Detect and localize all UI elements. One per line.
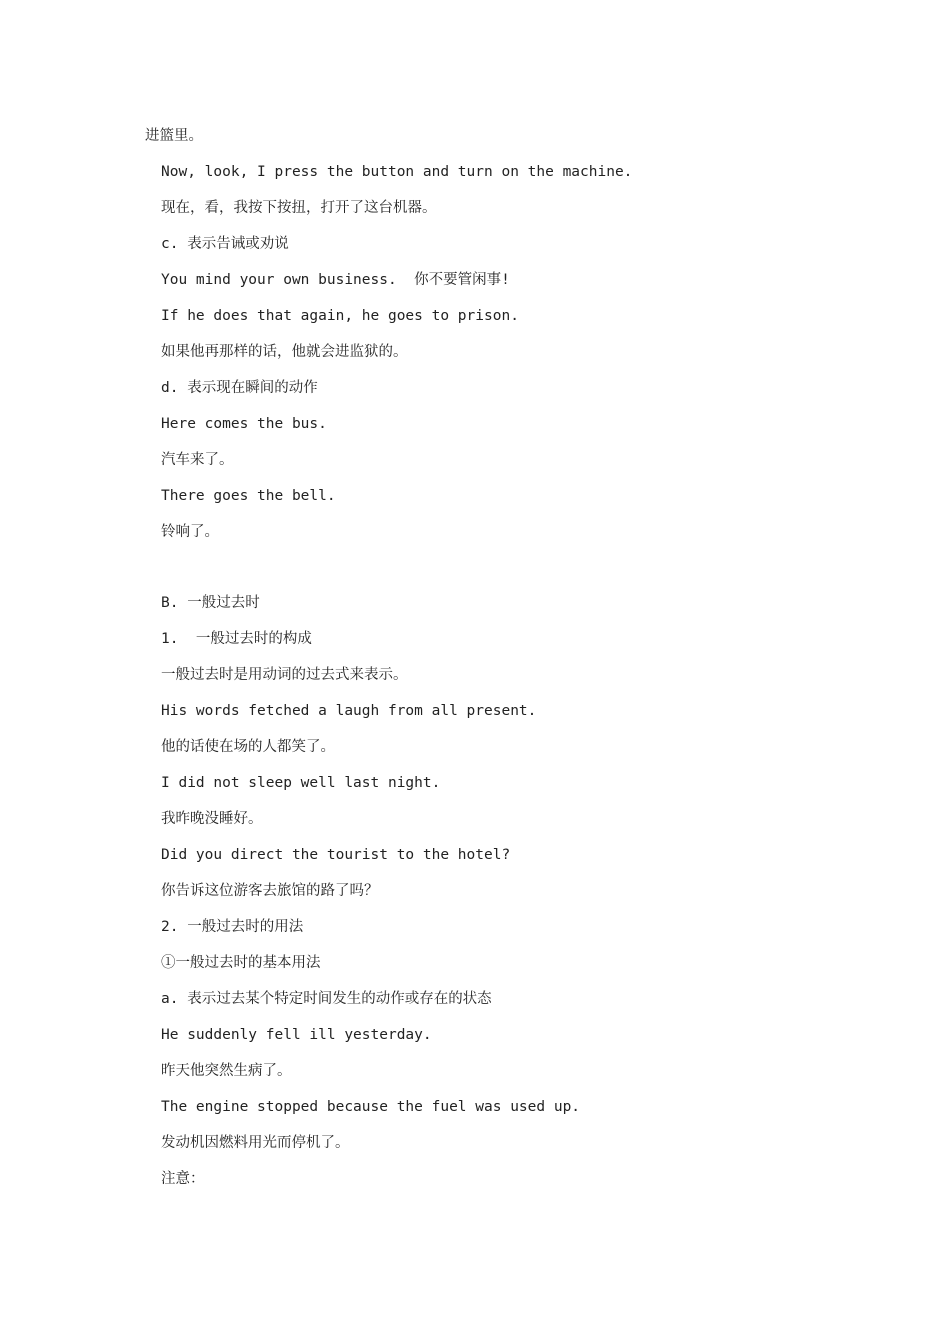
text-line: There goes the bell. [161,488,336,504]
text-line: 发动机因燃料用光而停机了。 [161,1135,350,1151]
text-line: His words fetched a laugh from all present. [161,703,537,719]
text-line: 你告诉这位游客去旅馆的路了吗？ [161,883,379,899]
text-line: ①一般过去时的基本用法 [161,955,321,971]
text-line: 我昨晚没睡好。 [161,811,263,827]
text-line: a. 表示过去某个特定时间发生的动作或存在的状态 [161,991,492,1007]
text-line: 进篮里。 [145,128,203,144]
text-line: 现在，看，我按下按扭，打开了这台机器。 [161,200,437,216]
text-line: Now, look, I press the button and turn on the machine. [161,164,633,180]
text-line: 注意： [161,1171,205,1187]
text-line: 他的话使在场的人都笑了。 [161,739,335,755]
text-line: He suddenly fell ill yesterday. [161,1027,432,1043]
text-line: 2. 一般过去时的用法 [161,919,304,935]
text-line: 汽车来了。 [161,452,234,468]
text-line: I did not sleep well last night. [161,775,441,791]
text-line: You mind your own business. 你不要管闲事! [161,272,510,288]
text-line: 如果他再那样的话，他就会进监狱的。 [161,344,408,360]
text-line: 铃响了。 [161,524,219,540]
text-line: 昨天他突然生病了。 [161,1063,292,1079]
text-line: 一般过去时是用动词的过去式来表示。 [161,667,408,683]
section-heading: B. 一般过去时 [161,595,260,611]
text-line: d. 表示现在瞬间的动作 [161,380,318,396]
text-line: Here comes the bus. [161,416,327,432]
text-line: c. 表示告诫或劝说 [161,236,289,252]
text-line: 1. 一般过去时的构成 [161,631,312,647]
text-line: The engine stopped because the fuel was used up. [161,1099,581,1115]
text-line: If he does that again, he goes to prison. [161,308,519,324]
text-line: Did you direct the tourist to the hotel? [161,847,511,863]
